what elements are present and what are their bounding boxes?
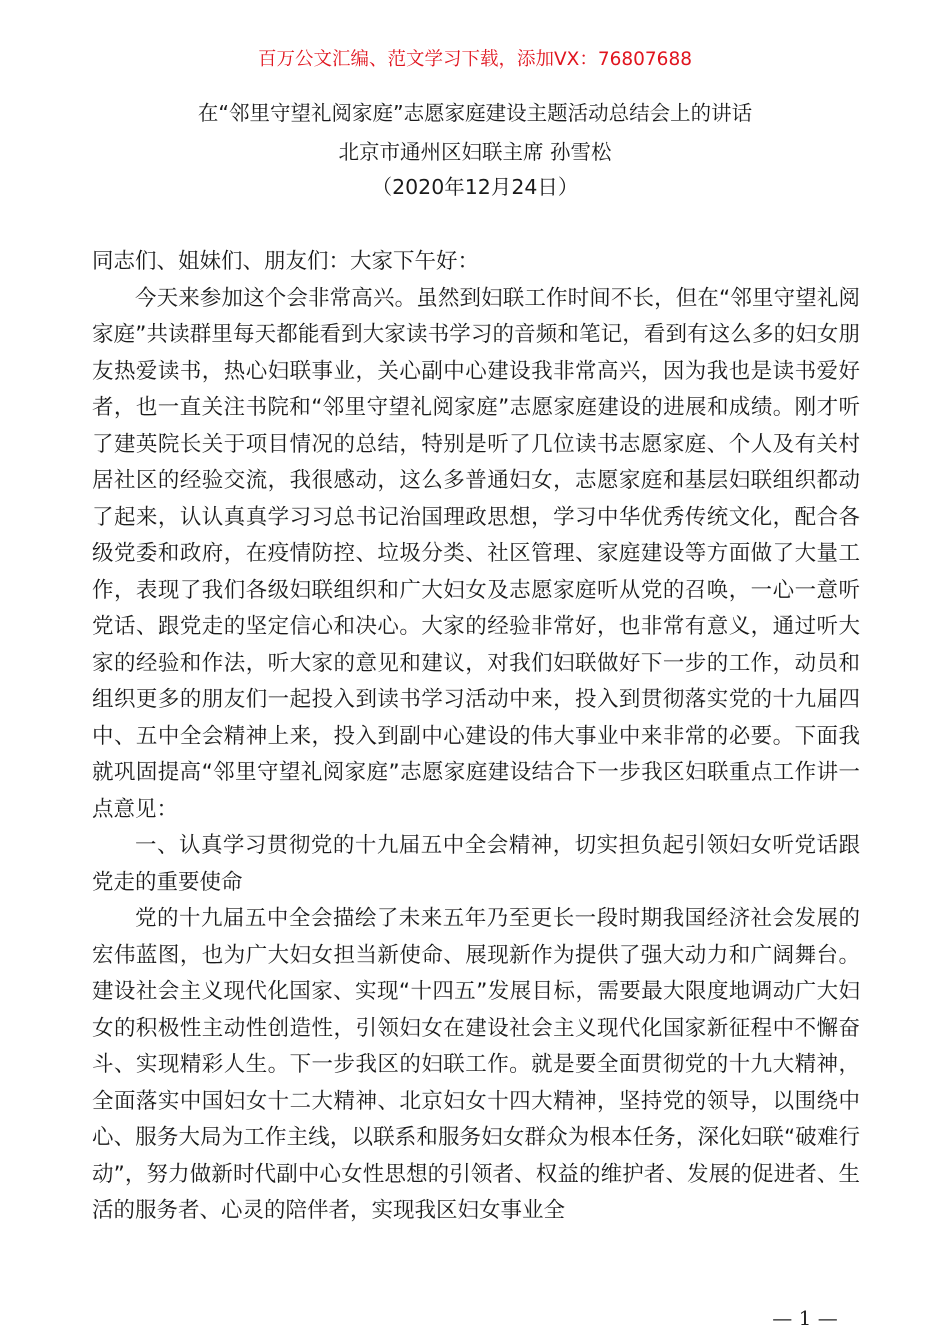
body-paragraph-1: 今天来参加这个会非常高兴。虽然到妇联工作时间不长，但在“邻里守望礼阅家庭”共读群里每天都能看到大家读书学习的音频和笔记，看到有这么多的妇女朋友热爱读书，热心妇联事业，关心副中心建设我非常高兴，因为我也是读书爱好者，也一直关注书院和“邻里守望礼阅家庭”志愿家庭建设的进展和成绩。刚才听了建英院长关于项目情况的总结，特别是听了几位读书志愿家庭、个人及有关村居社区的经验交流，我很感动，这么多普通妇女，志愿家庭和基层妇联组织都动了起来，认认真真学习习总书记治国理政思想，学习中华优秀传统文化，配合各级党委和政府，在疫情防控、垃圾分类、社区管理、家庭建设等方面做了大量工作，表现了我们各级妇联组织和广大妇女及志愿家庭听从党的召唤，一心一意听党话、跟党走的坚定信心和决心。大家的经验非常好，也非常有意义，通过听大家的经验和作法，听大家的意见和建议，对我们妇联做好下一步的工作，动员和组织更多的朋友们一起投入到读书学习活动中来，投入到贯彻落实党的十九届四中、五中全会精神上来，投入到副中心建设的伟大事业中来非常的必要。下面我就巩固提高“邻里守望礼阅家庭”志愿家庭建设结合下一步我区妇联重点工作讲一点意见： bbox=[92, 285, 860, 822]
body-paragraph-2: 党的十九届五中全会描绘了未来五年乃至更长一段时期我国经济社会发展的宏伟蓝图，也为广大妇女担当新使命、展现新作为提供了强大动力和广阔舞台。建设社会主义现代化国家、实现“十四五”发展目标，需要最大限度地调动广大妇女的积极性主动性创造性，引领妇女在建设社会主义现代化国家新征程中不懈奋斗、实现精彩人生。下一步我区的妇联工作。就是要全面贯彻党的十九大精神，全面落实中国妇女十二大精神、北京妇女十四大精神，坚持党的领导，以围绕中心、服务大局为工作主线，以联系和服务妇女群众为根本任务，深化妇联“破难行动”，努力做新时代副中心女性思想的引领者、权益的维护者、发展的促进者、生活的服务者、心灵的陪伴者，实现我区妇女事业全 bbox=[92, 906, 860, 1223]
greeting-line: 同志们、姐妹们、朋友们：大家下午好： bbox=[92, 249, 480, 274]
section-1-heading: 一、认真学习贯彻党的十九届五中全会精神，切实担负起引领妇女听党话跟党走的重要使命 bbox=[92, 833, 860, 895]
page-number: — 1 — bbox=[772, 1306, 838, 1330]
document-body bbox=[92, 244, 860, 1230]
document-author: 北京市通州区妇联主席 孙雪松 bbox=[338, 140, 612, 164]
watermark-text: 百万公文汇编、范文学习下载，添加VX：76807688 bbox=[258, 49, 692, 70]
document-date: （2020年12月24日） bbox=[371, 175, 579, 199]
document-title: 在“邻里守望礼阅家庭”志愿家庭建设主题活动总结会上的讲话 bbox=[197, 101, 753, 125]
